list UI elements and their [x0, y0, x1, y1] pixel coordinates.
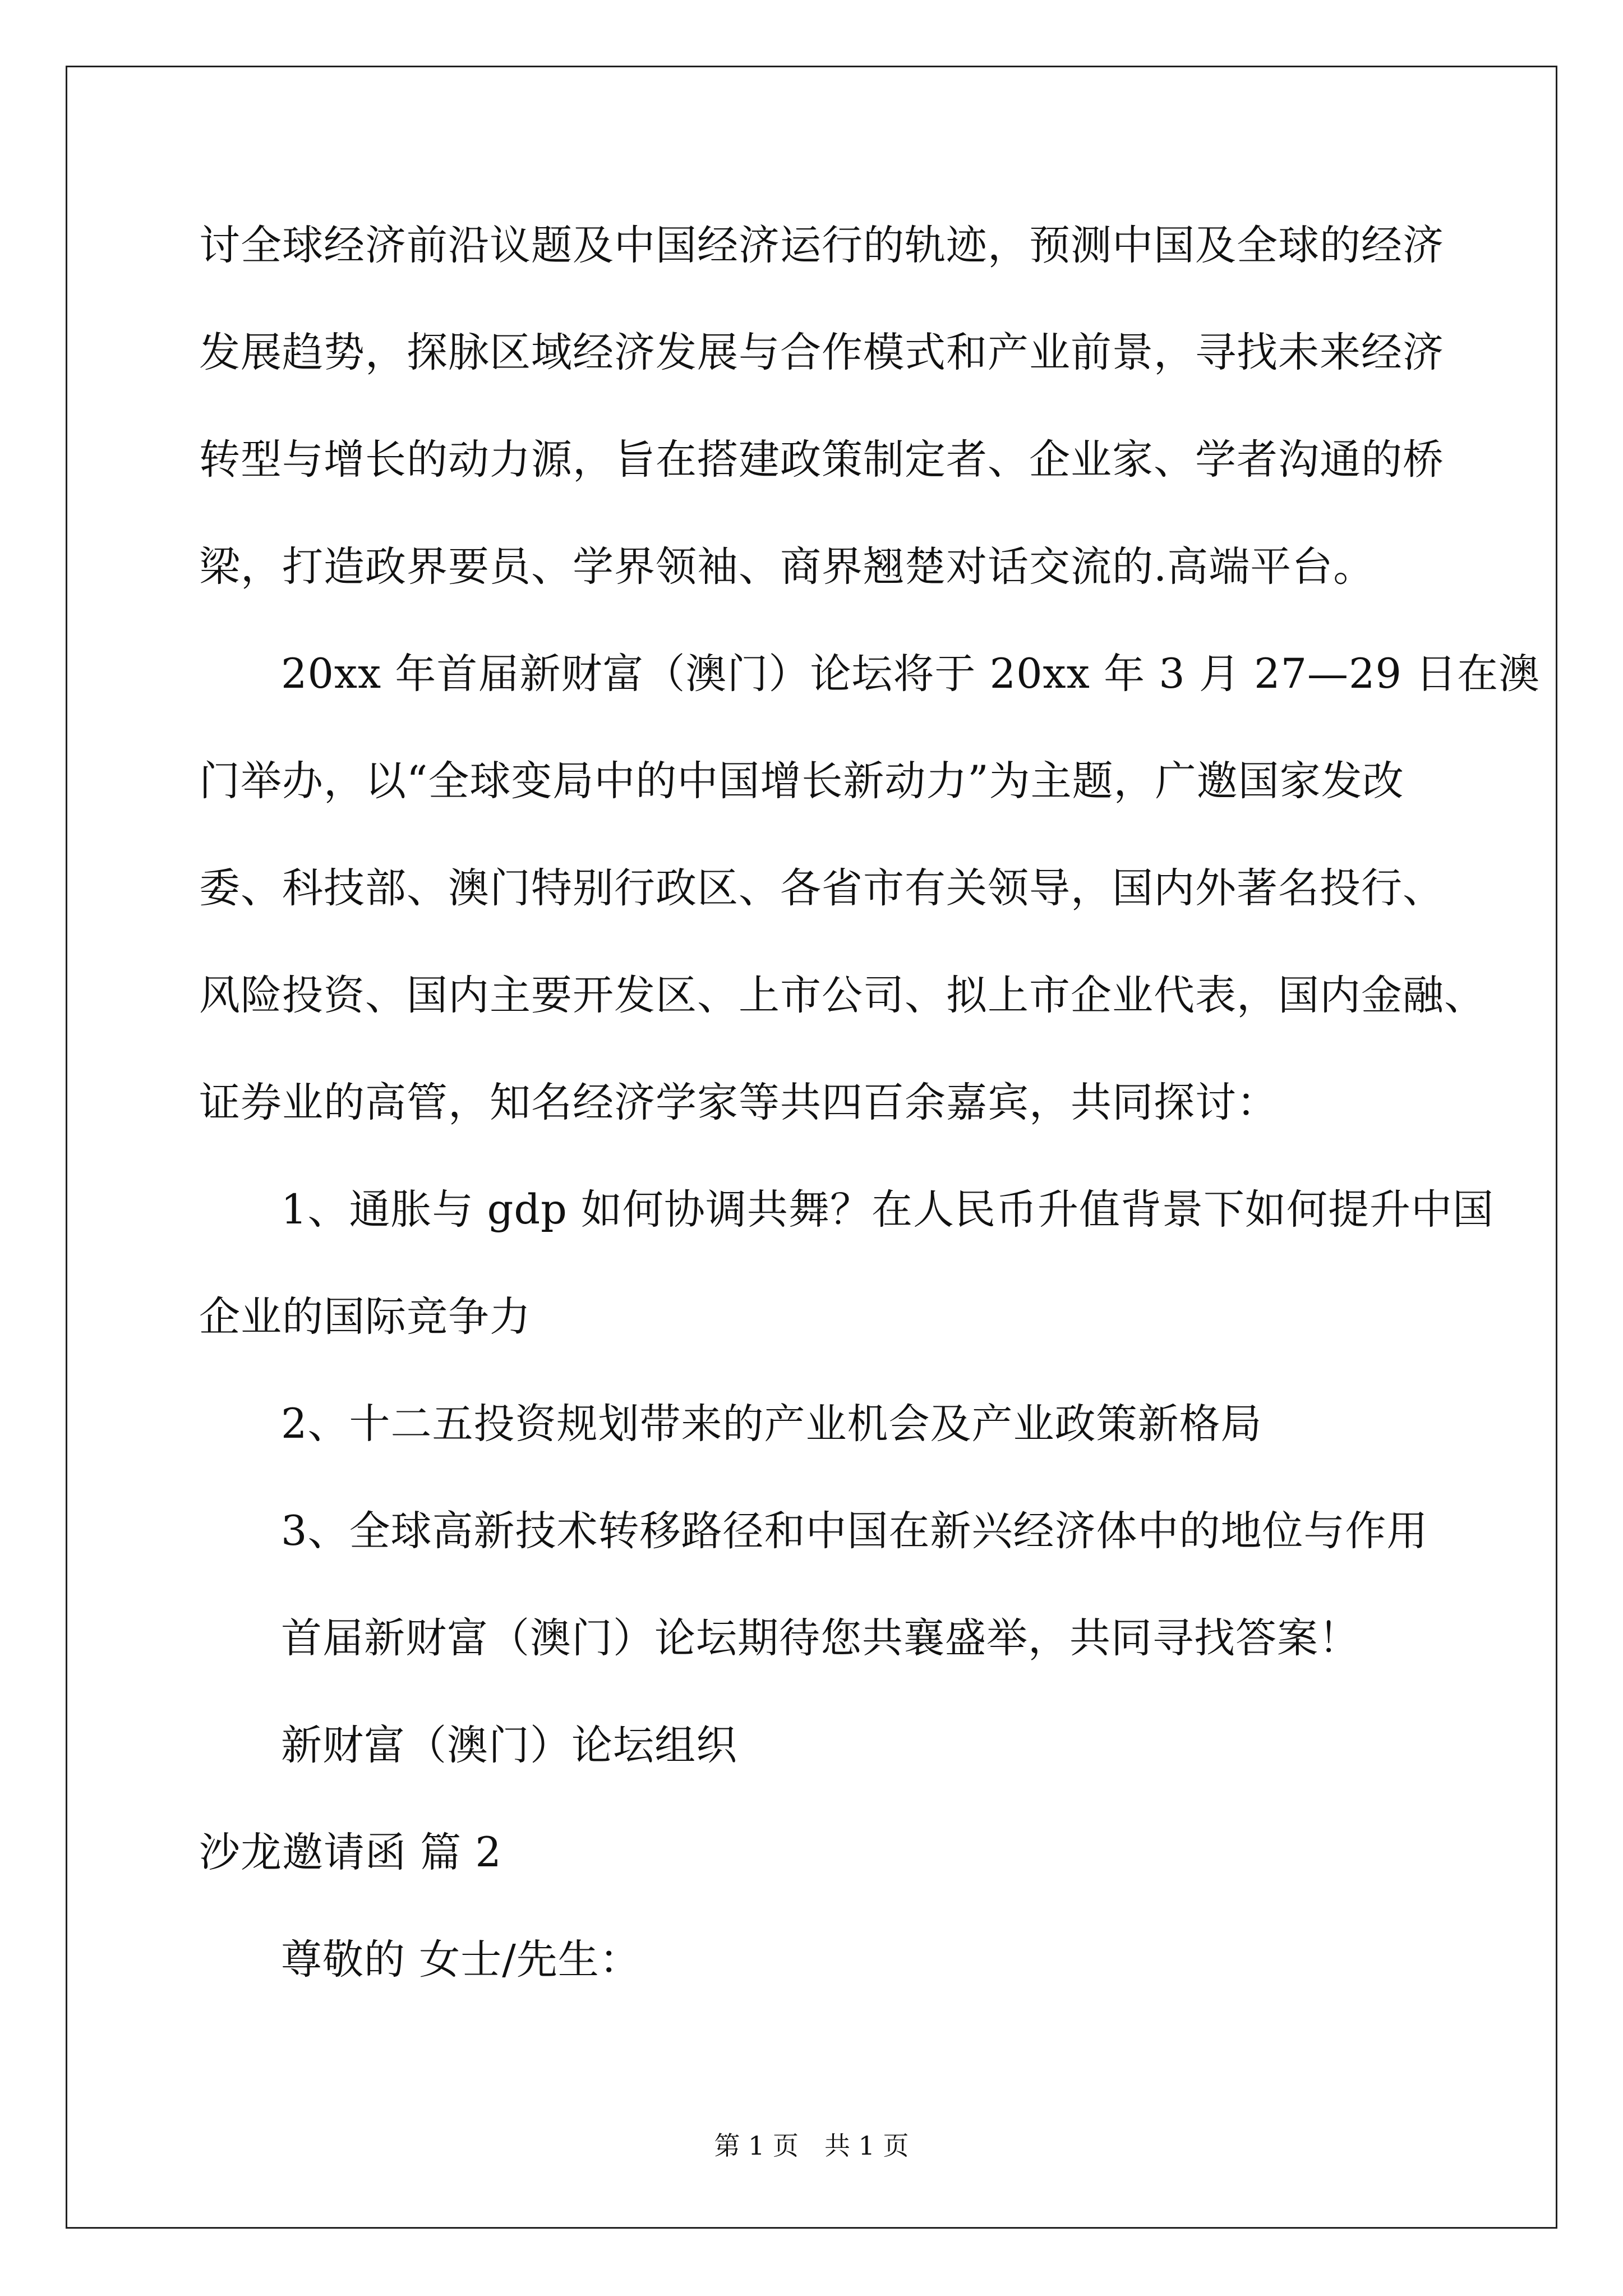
text-line: 梁，打造政界要员、学界领袖、商界翘楚对话交流的.高端平台。 [199, 543, 1375, 591]
text-line: 委、科技部、澳门特别行政区、各省市有关领导，国内外著名投行、 [199, 864, 1444, 912]
page-total: 共 1 页 [824, 2131, 909, 2161]
text-line: 门举办，以“全球变局中的中国增长新动力”为主题，广邀国家发改 [199, 757, 1404, 805]
text-line: 企业的国际竞争力 [199, 1293, 531, 1341]
page-number: 第 1 页 [714, 2131, 799, 2161]
list-item: 2、十二五投资规划带来的产业机会及产业政策新格局 [281, 1400, 1262, 1448]
text-line: 讨全球经济前沿议题及中国经济运行的轨迹，预测中国及全球的经济 [199, 222, 1444, 269]
page-footer [0, 2129, 1623, 2162]
document-body [199, 219, 1541, 1987]
list-item: 3、全球高新技术转移路径和中国在新兴经济体中的地位与作用 [281, 1507, 1428, 1555]
text-line: 证券业的高管，知名经济学家等共四百余嘉宾，共同探讨： [199, 1079, 1278, 1126]
text-line: 发展趋势，探脉区域经济发展与合作模式和产业前景，寻找未来经济 [199, 329, 1444, 376]
text-line: 20xx 年首届新财富（澳门）论坛将于 20xx 年 3 月 27—29 日在澳 [281, 650, 1541, 698]
text-line: 首届新财富（澳门）论坛期待您共襄盛举，共同寻找答案！ [281, 1614, 1360, 1662]
signature-line: 新财富（澳门）论坛组织 [281, 1722, 737, 1769]
salutation: 尊敬的 女士/先生： [281, 1936, 641, 1984]
list-item: 1、通胀与 gdp 如何协调共舞？在人民币升值背景下如何提升中国 [281, 1186, 1495, 1234]
text-line: 风险投资、国内主要开发区、上市公司、拟上市企业代表，国内金融、 [199, 972, 1486, 1019]
section-heading: 沙龙邀请函 篇 2 [199, 1829, 502, 1876]
text-line: 转型与增长的动力源，旨在搭建政策制定者、企业家、学者沟通的桥 [199, 436, 1444, 484]
